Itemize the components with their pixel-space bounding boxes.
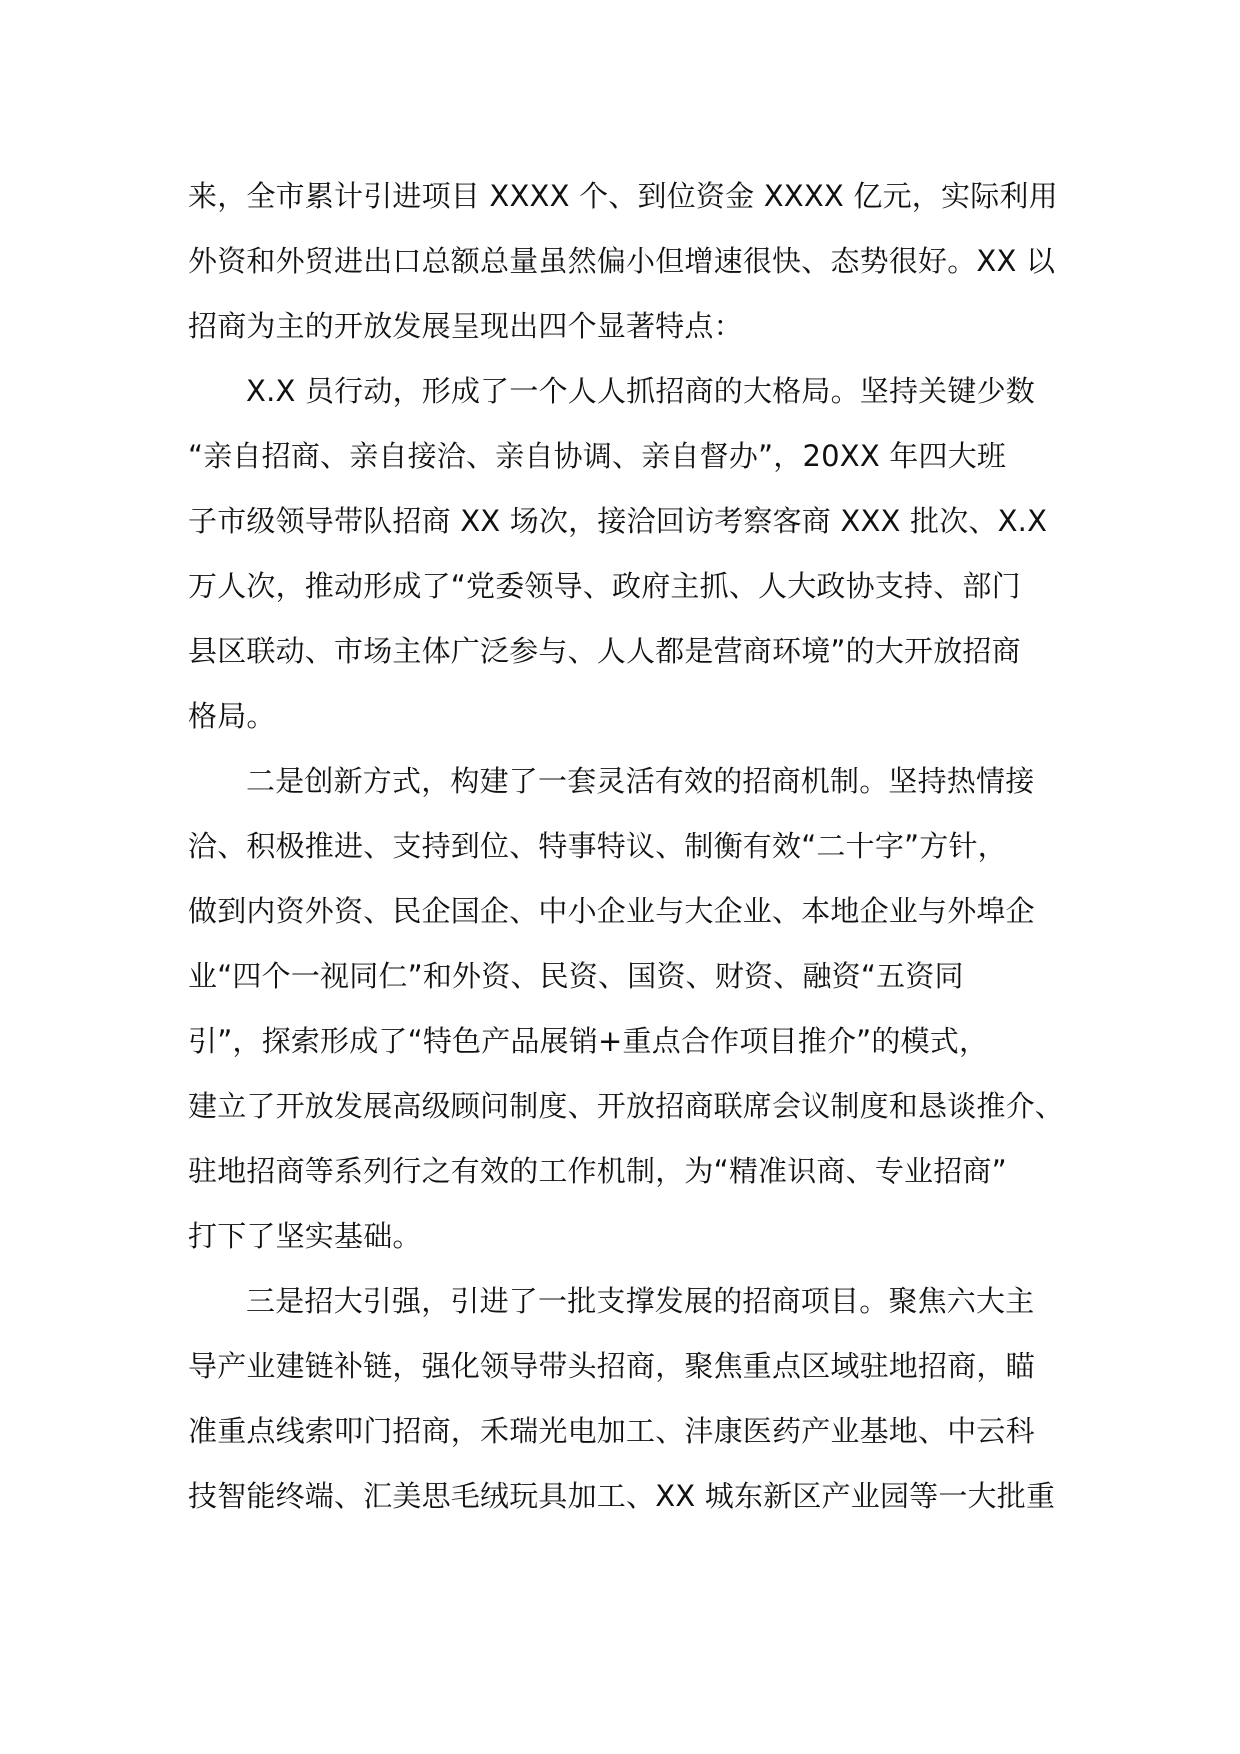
paragraph-1-line-3: 子市级领导带队招商 XX 场次，接洽回访考察客商 XXX 批次、X.X — [188, 504, 1048, 538]
paragraph-3-line-1: 三是招大引强，引进了一批支撑发展的招商项目。聚焦六大主 — [246, 1284, 1035, 1318]
paragraph-1-line-6: 格局。 — [188, 699, 276, 733]
paragraph-2-line-1: 二是创新方式，构建了一套灵活有效的招商机制。坚持热情接 — [246, 764, 1035, 798]
text-line-3: 招商为主的开放发展呈现出四个显著特点： — [188, 309, 743, 343]
text-line-2: 外资和外贸进出口总额总量虽然偏小但增速很快、态势很好。XX 以 — [188, 244, 1056, 278]
paragraph-3-line-3: 准重点线索叩门招商，禾瑞光电加工、沣康医药产业基地、中云科 — [188, 1414, 1035, 1448]
paragraph-2-line-7: 驻地招商等系列行之有效的工作机制，为“精准识商、专业招商” — [188, 1154, 1007, 1188]
paragraph-1-line-4: 万人次，推动形成了“党委领导、政府主抓、人大政协支持、部门 — [188, 569, 1021, 603]
paragraph-1-line-2: “亲自招商、亲自接洽、亲自协调、亲自督办”，20XX 年四大班 — [188, 439, 1007, 473]
text-line-1: 来，全市累计引进项目 XXXX 个、到位资金 XXXX 亿元，实际利用 — [188, 179, 1058, 213]
paragraph-1-line-1: X.X 员行动，形成了一个人人抓招商的大格局。坚持关键少数 — [246, 374, 1035, 408]
paragraph-1-line-5: 县区联动、市场主体广泛参与、人人都是营商环境”的大开放招商 — [188, 634, 1021, 668]
paragraph-3-line-2: 导产业建链补链，强化领导带头招商，聚焦重点区域驻地招商，瞄 — [188, 1349, 1035, 1383]
paragraph-2-line-2: 洽、积极推进、支持到位、特事特议、制衡有效“二十字”方针， — [188, 829, 1007, 863]
paragraph-2-line-3: 做到内资外资、民企国企、中小企业与大企业、本地企业与外埠企 — [188, 894, 1035, 928]
paragraph-2-line-5: 引”，探索形成了“特色产品展销+重点合作项目推介”的模式， — [188, 1024, 989, 1058]
paragraph-2-line-8: 打下了坚实基础。 — [188, 1219, 422, 1253]
paragraph-2-line-6: 建立了开放发展高级顾问制度、开放招商联席会议制度和恳谈推介、 — [188, 1089, 1065, 1123]
paragraph-3-line-4: 技智能终端、汇美思毛绒玩具加工、XX 城东新区产业园等一大批重 — [188, 1479, 1056, 1513]
paragraph-2-line-4: 业“四个一视同仁”和外资、民资、国资、财资、融资“五资同 — [188, 959, 964, 993]
